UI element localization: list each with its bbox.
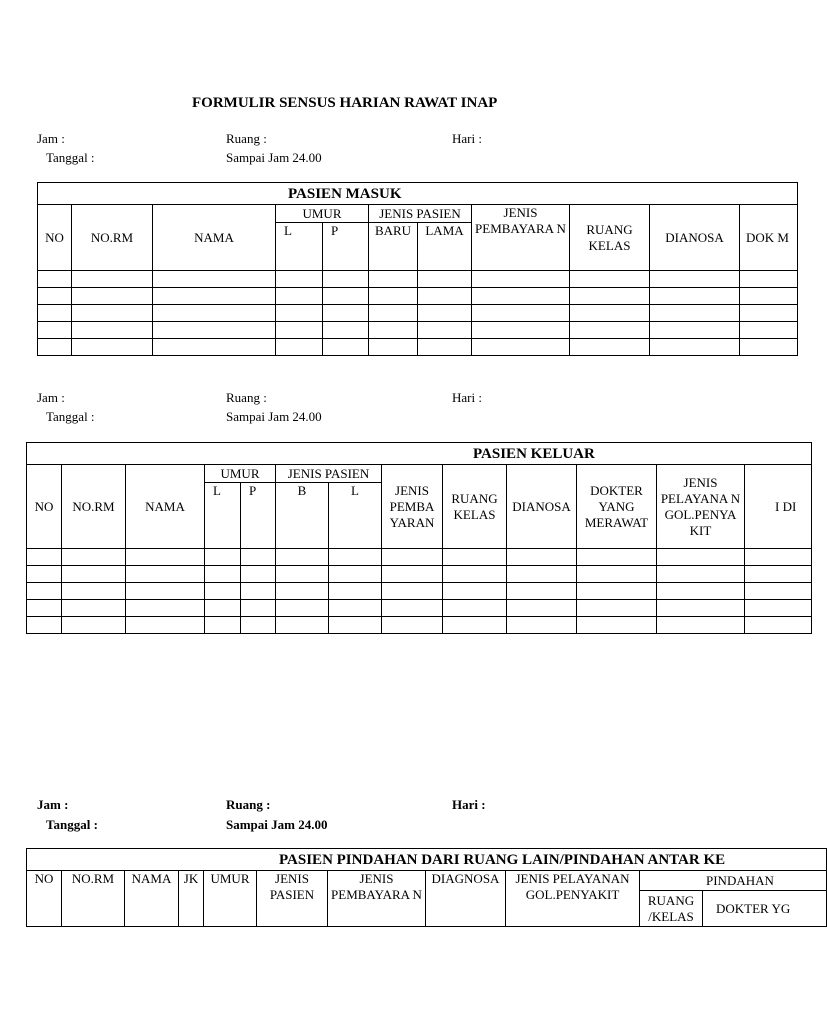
hari-label: Hari : [452,131,482,146]
col-ruang-kelas: RUANG KELAS [443,465,507,549]
col-extra: I DI [745,465,812,549]
col-jenis-pembayaran: JENIS PEMBAYARA N [328,871,426,927]
col-nama: NAMA [126,465,205,549]
pasien-masuk-heading: PASIEN MASUK [38,183,798,205]
col-pindahan: PINDAHAN [640,871,827,891]
pasien-pindahan-table-wrap [26,848,791,930]
col-nama: NAMA [125,871,179,927]
sampai-label: Sampai Jam 24.00 [226,409,322,424]
col-norm: NO.RM [72,205,153,271]
pasien-keluar-heading: PASIEN KELUAR [27,443,812,465]
col-no: NO [27,465,62,549]
table-row [38,288,798,305]
col-ruang-kelas: RUANG /KELAS [640,891,703,927]
table-row [38,339,798,356]
pasien-pindahan-heading: PASIEN PINDAHAN DARI RUANG LAIN/PINDAHAN ANTAR KE [27,849,827,871]
col-baru: BARU [369,223,418,271]
table-row [27,566,812,583]
table-row [38,305,798,322]
jam-label: Jam : [37,797,69,812]
pasien-keluar-table-wrap [26,442,797,642]
ruang-label: Ruang : [226,390,267,405]
col-nama: NAMA [153,205,276,271]
col-jenis-pasien-l: L [329,483,382,549]
jam-label: Jam : [37,390,65,405]
pasien-pindahan-table [26,848,827,927]
col-jenis-pelayanan: JENIS PELAYANAN GOL.PENYAKIT [506,871,640,927]
col-no: NO [38,205,72,271]
col-diagnosa: DIAGNOSA [426,871,506,927]
table-row [27,617,812,634]
col-jenis-pasien: JENIS PASIEN [369,205,472,223]
col-umur-p: P [241,483,276,549]
col-umur-p: P [323,223,369,271]
table-row [38,322,798,339]
table-row [27,600,812,617]
ruang-label: Ruang : [226,797,271,812]
form-title: FORMULIR SENSUS HARIAN RAWAT INAP [192,95,498,111]
table-row [38,271,798,288]
pasien-keluar-table [26,442,812,634]
hari-label: Hari : [452,797,486,812]
col-dokter: DOKTER YANG MERAWAT [577,465,657,549]
col-umur: UMUR [205,465,276,483]
col-norm: NO.RM [62,871,125,927]
col-umur-l: L [205,483,241,549]
col-jenis-pembayaran: JENIS PEMBA YARAN [382,465,443,549]
sampai-label: Sampai Jam 24.00 [226,150,322,165]
tanggal-label: Tanggal : [46,150,95,165]
col-umur-l: L [276,223,323,271]
ruang-label: Ruang : [226,131,267,146]
col-no: NO [27,871,62,927]
col-jenis-pasien-b: B [276,483,329,549]
tanggal-label: Tanggal : [46,817,98,832]
col-dianosa: DIANOSA [650,205,740,271]
col-jenis-pasien: JENIS PASIEN [276,465,382,483]
col-umur: UMUR [204,871,257,927]
col-jenis-pelayanan: JENIS PELAYANA N GOL.PENYA KIT [657,465,745,549]
col-dianosa: DIANOSA [507,465,577,549]
hari-label: Hari : [452,390,482,405]
col-dokter-yg: DOKTER YG [703,891,827,927]
pasien-masuk-table-wrap [37,182,789,362]
col-ruang-kelas: RUANG KELAS [570,205,650,271]
col-umur: UMUR [276,205,369,223]
jam-label: Jam : [37,131,65,146]
col-norm: NO.RM [62,465,126,549]
table-row [27,549,812,566]
tanggal-label: Tanggal : [46,409,95,424]
col-dokter: DOK M [740,205,798,271]
sampai-label: Sampai Jam 24.00 [226,817,328,832]
table-row [27,583,812,600]
col-jenis-pembayaran: JENIS PEMBAYARA N [472,205,570,271]
pasien-masuk-table [37,182,798,356]
col-jk: JK [179,871,204,927]
col-jenis-pasien: JENIS PASIEN [257,871,328,927]
col-lama: LAMA [418,223,472,271]
